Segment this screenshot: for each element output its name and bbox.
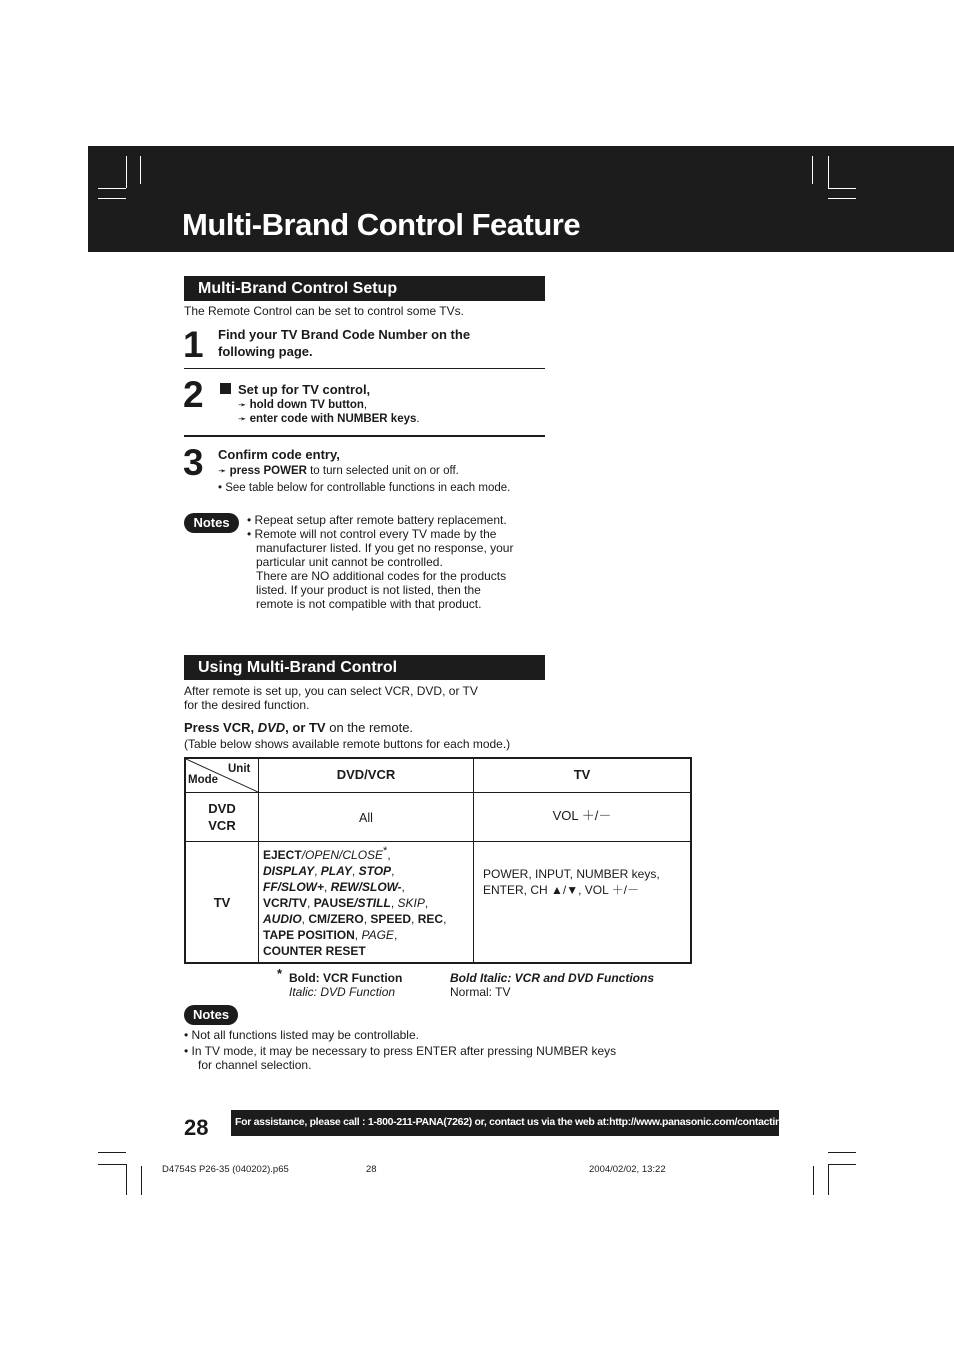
crop-mark	[828, 1164, 829, 1195]
step-1-number: 1	[183, 324, 204, 365]
step-1-title-line2: following page.	[218, 344, 313, 359]
crop-mark	[828, 156, 829, 188]
step-2-sub1-text: hold down TV button	[249, 399, 364, 411]
legend-italic: Italic: DVD Function	[289, 985, 396, 999]
fn-open-close: /OPEN/CLOSE	[301, 848, 384, 862]
crop-mark	[98, 188, 126, 189]
square-bullet-icon	[220, 383, 231, 394]
fn-audio: AUDIO	[263, 912, 302, 926]
legend-bold-italic: Bold Italic: VCR and DVD Functions	[450, 971, 655, 985]
step-3-sub1-tail: to turn selected unit on or off.	[306, 465, 459, 477]
step-2-sub2-text: enter code with NUMBER keys	[249, 413, 417, 425]
step-2-title: Set up for TV control,	[238, 382, 371, 397]
notes2-line: • Not all functions listed may be controllable.	[184, 1028, 419, 1042]
fn-eject: EJECT	[263, 848, 302, 862]
step-3-number: 3	[183, 442, 204, 483]
fn-display: DISPLAY	[263, 864, 315, 878]
fn-tape-position: TAPE POSITION	[263, 928, 355, 942]
corner-unit: Unit	[228, 763, 251, 775]
crop-mark	[828, 1152, 856, 1153]
step-2-number: 2	[183, 374, 204, 415]
using-intro-line2: for the desired function.	[184, 698, 310, 712]
legend-normal: Normal: TV	[450, 985, 511, 999]
tv-functions-line1: POWER, INPUT, NUMBER keys,	[483, 867, 660, 881]
divider	[184, 368, 545, 369]
notes2-line: for channel selection.	[198, 1058, 312, 1072]
notes-line: manufacturer listed. If you get no response, your	[256, 541, 514, 555]
table-grid-line	[473, 759, 474, 962]
crop-mark	[828, 198, 856, 199]
print-file: D4754S P26-35 (040202).p65	[162, 1164, 289, 1175]
notes-line: There are NO additional codes for the products	[256, 569, 507, 583]
row-mode-tv: TV	[213, 895, 231, 910]
crop-mark	[126, 1164, 127, 1195]
function-table	[184, 757, 692, 964]
star-mark: *	[383, 845, 388, 857]
crop-mark	[813, 1166, 814, 1195]
fn-speed: SPEED	[370, 912, 412, 926]
table-grid-line	[186, 792, 690, 793]
notes-list	[247, 513, 513, 611]
divider	[184, 435, 545, 437]
table-grid-line	[186, 841, 690, 842]
setup-intro: The Remote Control can be set to control some TVs.	[184, 304, 464, 318]
row-mode-dvd: DVD	[208, 801, 236, 816]
setup-heading: Multi-Brand Control Setup	[184, 276, 545, 301]
print-page: 28	[366, 1164, 377, 1175]
fn-ff-slow: FF/SLOW+	[263, 880, 324, 894]
notes2-line: • In TV mode, it may be necessary to press ENTER after pressing NUMBER keys	[184, 1044, 617, 1058]
notes-line: • Remote will not control every TV made by the	[247, 527, 497, 541]
step-3-sub2: • See table below for controllable functions in each mode.	[218, 482, 511, 494]
step-2-sub1-tail: ,	[363, 399, 368, 411]
crop-mark	[828, 1164, 856, 1165]
crop-mark	[141, 1166, 142, 1195]
legend-bold: Bold: VCR Function	[289, 971, 403, 985]
fn-page: PAGE	[361, 928, 394, 942]
step-2-sub2-tail: .	[416, 413, 420, 425]
fn-stop: STOP	[358, 864, 392, 878]
cell-dvdvcr-all: All	[359, 811, 373, 825]
press-dvd: DVD	[257, 720, 286, 735]
notes-badge-2: Notes	[184, 1005, 238, 1025]
arrow-right-icon: ➛	[218, 466, 227, 477]
row-mode-vcr: VCR	[208, 818, 236, 833]
press-vcr: Press VCR,	[184, 720, 258, 735]
crop-mark	[98, 198, 126, 199]
fn-play: PLAY	[320, 864, 352, 878]
using-heading: Using Multi-Brand Control	[184, 655, 545, 680]
step-1-title	[218, 326, 470, 360]
assistance-bar: For assistance, please call : 1-800-211-PANA(7262) or, contact us via the web at:http://www.panasonic.com/contactinfo	[231, 1110, 779, 1136]
notes-badge: Notes	[184, 513, 239, 533]
step-3-sub1-bold: press POWER	[229, 465, 307, 477]
fn-cm-zero: CM/ZERO	[308, 912, 364, 926]
fn-rew-slow: REW/SLOW-	[330, 880, 402, 894]
row-mode-dvd-vcr	[186, 800, 258, 834]
legend-star: *	[277, 966, 283, 981]
fn-pause: PAUSE	[313, 896, 355, 910]
crop-mark	[828, 188, 856, 189]
corner-mode: Mode	[188, 774, 219, 786]
col-header-dvdvcr: DVD/VCR	[336, 767, 396, 782]
press-or-tv: , or TV	[285, 720, 326, 735]
fn-skip: SKIP	[397, 896, 425, 910]
crop-mark	[98, 1152, 126, 1153]
press-instruction	[184, 720, 413, 735]
col-header-tv: TV	[573, 767, 591, 782]
table-note: (Table below shows available remote buttons for each mode.)	[184, 737, 511, 751]
step-2-sub1	[238, 398, 367, 413]
fn-counter-reset: COUNTER RESET	[263, 944, 366, 958]
arrow-right-icon: ➛	[238, 400, 247, 411]
notes-line: listed. If your product is not listed, then the	[256, 583, 481, 597]
fn-still: /STILL	[354, 896, 391, 910]
arrow-right-icon: ➛	[238, 414, 247, 425]
step-3-title: Confirm code entry,	[218, 447, 340, 462]
tv-functions-line2: ENTER, CH ▲/▼, VOL ＋/－	[483, 883, 639, 897]
cell-tv-functions	[483, 866, 660, 898]
press-tail: on the remote.	[325, 720, 414, 735]
using-intro	[184, 684, 478, 712]
step-1-title-line1: Find your TV Brand Code Number on the	[218, 327, 471, 342]
page-title: Multi-Brand Control Feature	[182, 207, 581, 242]
crop-mark	[140, 156, 141, 184]
notes-line: particular unit cannot be controlled.	[256, 555, 443, 569]
crop-mark	[98, 1164, 126, 1165]
cell-tv-vol: VOL ＋/－	[552, 808, 612, 823]
page-number: 28	[184, 1115, 209, 1140]
step-3-sub1	[218, 464, 459, 479]
crop-mark	[812, 156, 813, 184]
notes-line: remote is not compatible with that product.	[256, 597, 482, 611]
sep: ,	[387, 848, 391, 862]
cell-vcr-functions: EJECT/OPEN/CLOSE*, DISPLAY, PLAY, STOP, FF/SLOW+, REW/SLOW-, VCR/TV, PAUSE/STILL, SKIP, AUDIO, CM/ZERO, SPEED, REC, TAPE POSITION, PAGE, COUNTER RESET	[263, 845, 447, 958]
step-2-sub2	[238, 412, 420, 427]
table-grid-line	[258, 759, 259, 962]
notes2-list	[184, 1028, 616, 1072]
using-intro-line1: After remote is set up, you can select VCR, DVD, or TV	[184, 684, 478, 698]
notes-line: • Repeat setup after remote battery replacement.	[247, 513, 507, 527]
print-timestamp: 2004/02/02, 13:22	[589, 1164, 666, 1175]
fn-rec: REC	[417, 912, 444, 926]
fn-vcr-tv: VCR/TV	[263, 896, 308, 910]
crop-mark	[126, 156, 127, 188]
